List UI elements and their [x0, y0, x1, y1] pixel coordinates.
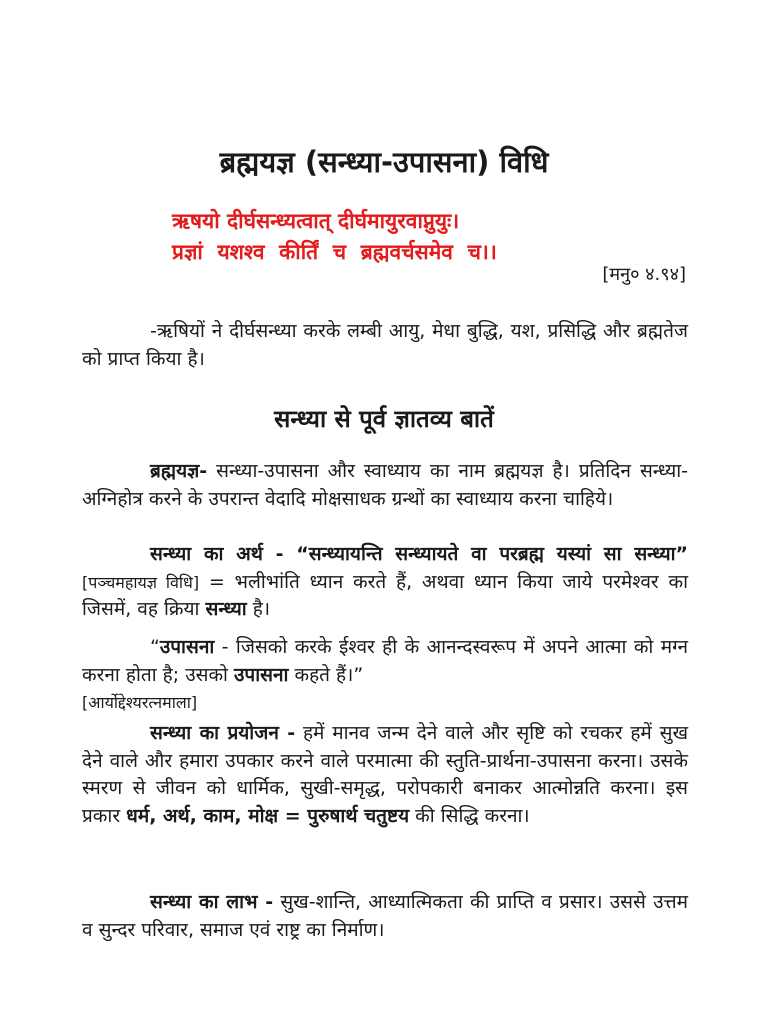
verse-line-2: प्रज्ञां यशश्व कीर्तिं च ब्रह्मवर्चसमेव च।।: [172, 240, 497, 264]
purpose-term: सन्ध्या का प्रयोजन -: [150, 722, 296, 744]
meaning-text-1: = भलीभांति ध्यान करते हैं, अथवा ध्यान किया जाये परमेश्वर का जिसमें, वह क्रिया: [82, 570, 688, 620]
meaning-term: सन्ध्या का अर्थ -: [150, 543, 284, 565]
benefit-term: सन्ध्या का लाभ -: [150, 891, 274, 913]
purpose-bold-phrase: धर्म, अर्थ, काम, मोक्ष = पुरुषार्थ चतुष्टय: [126, 804, 410, 827]
brahmayajna-term: ब्रह्मयज्ञ-: [150, 460, 208, 482]
section-heading: सन्ध्या से पूर्व ज्ञातव्य बातें: [274, 405, 494, 433]
meaning-paragraph: [82, 541, 688, 624]
intro-paragraph: -ऋषियों ने दीर्घसन्ध्या करके लम्बी आयु, मेधा बुद्धि, यश, प्रसिद्धि और ब्रह्मतेज को प्राप्त किया है।: [82, 320, 688, 370]
sanskrit-verse: [172, 206, 497, 268]
page-title: ब्रह्मयज्ञ (सन्ध्या-उपासना) विधि: [219, 145, 549, 179]
purpose-paragraph: [82, 720, 688, 830]
upasana-term-2: उपासना: [234, 663, 289, 686]
benefit-paragraph: [82, 889, 688, 944]
meaning-bold-word: सन्ध्या: [205, 598, 247, 620]
upasana-reference: [आर्योद्देश्यरत्नमाला]: [82, 693, 198, 712]
meaning-text-2: है।: [246, 598, 271, 620]
brahmayajna-text: सन्ध्या-उपासना और स्वाध्याय का नाम ब्रह्मयज्ञ है। प्रतिदिन सन्ध्या-अग्निहोत्र करने के उपरान्त वेदादि मोक्षसाधक ग्रन्थों का स्वाध्याय करना चाहिये।: [82, 460, 688, 510]
upasana-term: उपासना: [159, 636, 215, 658]
meaning-reference: [पञ्चमहायज्ञ विधि]: [82, 572, 200, 592]
benefit-text: सुख-शान्ति, आध्यात्मिकता की प्राप्ति व प्रसार। उससे उत्तम व सुन्दर परिवार, समाज एवं राष्ट्र का निर्माण।: [82, 891, 688, 941]
purpose-text-2: की सिद्धि करना।: [409, 804, 530, 827]
verse-line-1: ऋषयो दीर्घसन्ध्यत्वात् दीर्घमायुरवाप्नुयुः।: [172, 209, 460, 233]
meaning-quote: “सन्ध्यायन्ति सन्ध्यायते वा परब्रह्म यस्यां सा सन्ध्या”: [283, 543, 689, 565]
upasana-open-quote: “: [150, 636, 160, 658]
upasana-text-2: कहते हैं।”: [288, 663, 364, 686]
verse-source: [मनु० ४.९४]: [602, 264, 686, 285]
upasana-text-1: - जिसको करके ईश्वर ही के आनन्दस्वरूप में अपने आत्मा को मग्न करना होता है; उसको: [82, 636, 688, 686]
upasana-paragraph: [82, 634, 688, 717]
purpose-text-1: हमें मानव जन्म देने वाले और सृष्टि को रचकर हमें सुख देने वाले और हमारा उपकार करने वाले परमात्मा की स्तुति-प्रार्थना-उपासना करना। उसके स्मरण से जीवन को धार्मिक, सुखी-समृद्ध, परोपकारी बनाकर आत्मोन्नति करना। इस प्रकार: [82, 722, 688, 827]
brahmayajna-paragraph: [82, 458, 688, 513]
